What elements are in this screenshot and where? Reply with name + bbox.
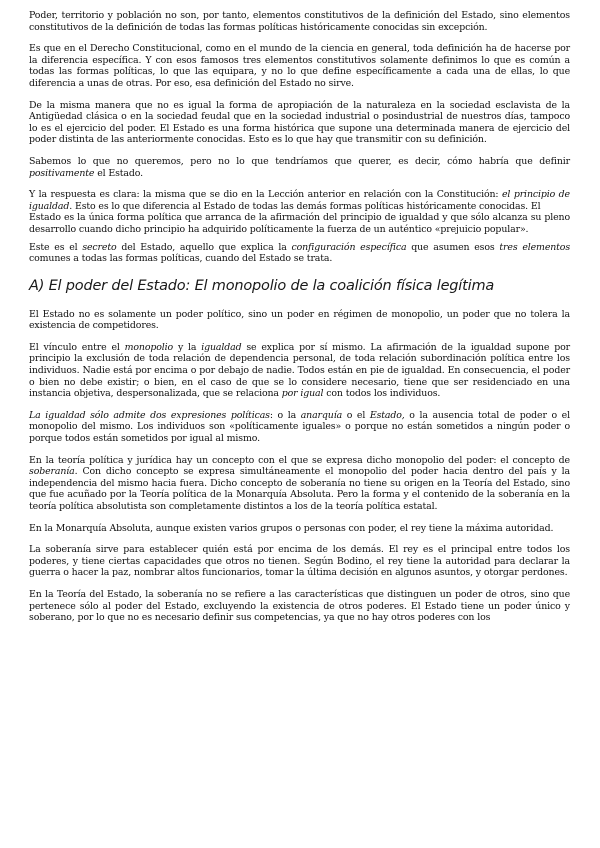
text-run: se explica por sí mismo. La afirmación de la igualdad supone por principio la exclusión de toda relación de dependencia personal, de toda relación subordinación política entre los individuos. Nadie está por encima o por debajo de nadie. Todos están en pie de igualdad. En consecuencia, el poder o bien no debe existir; o bien, en el caso de que se lo considere necesario, tiene que ser residenciado en una instancia objetiva, despersonalizada, que se relaciona [29,341,570,400]
paragraph-sovereignty [29,455,570,513]
section-heading: A) El poder del Estado: El monopolio de la coalición física legítima [29,277,495,294]
text-run: : o la [269,409,301,421]
emphasis-text: igualdad [201,341,242,353]
emphasis-text: anarquía [300,409,343,421]
text-run: o la ausencia total de poder o el monopolio del mismo. Los individuos son «políticamente iguales» o porque no están sometidos a ningún poder o porque todos están sometidos por igual al mismo. [29,409,570,445]
text-run: . Esto es lo que diferencia al Estado de todas las demás formas políticas históricamente conocidas. El [69,200,541,212]
paragraph-absolute-monarchy: En la Monarquía Absoluta, aunque existen varios grupos o personas con poder, el rey tiene la máxima autoridad. [29,522,554,534]
paragraph-elements: Poder, territorio y población no son, por tanto, elementos constitutivos de la definición del Estado, sino elementos constitutivos de la definición de todas las formas políticas históricamente conocidas sin excepción. [29,10,570,33]
emphasis-text: configuración específica [291,241,407,253]
text-run: El vínculo entre el [29,341,125,353]
text-run: Y la respuesta es clara: la misma que se dio en la Lección anterior en relación con la Constitución: [29,189,502,201]
text-run: . Con dicho concepto se expresa simultáneamente el monopolio del poder hacia dentro del país y la independencia del mismo hacia fuera. Dicho concepto de soberanía no tiene su origen en la Teoría del Estado, sino que fue acuñado por la Teoría política de la Monarquía Absoluta. Pero la forma y el contenido de la soberanía en la teoría política absolutista son completamente distintos a los de la teoría política estatal. [29,466,570,512]
emphasis-text: soberanía [29,466,75,478]
text-run: que asumen esos [406,241,500,253]
emphasis-text: el principio de igualdad [29,189,570,212]
text-run: el Estado. [94,167,144,179]
text-run: con todos los individuos. [323,388,441,400]
emphasis-text: por igual [281,388,324,400]
text-run: comunes a todas las formas políticas, cuando del Estado se trata. [29,253,333,265]
paragraph-principle-equality [29,189,570,235]
emphasis-text: monopolio [124,341,174,353]
emphasis-text: positivamente [29,167,95,179]
paragraph-state-theory: En la Teoría del Estado, la soberanía no se refiere a las características que distinguen un poder de otros, sino que pertenece sólo al poder del Estado, excluyendo la existencia de otros poderes. El Estado tiene un poder único y soberano, por lo que no es necesario definir sus competencias, ya que no hay otros poderes con los [29,588,570,624]
text-run: o el [342,409,370,421]
text-run: y la [173,341,202,353]
paragraph-monopoly-equality [29,342,570,400]
emphasis-text: La igualdad sólo admite dos expresiones políticas [29,409,270,421]
text-run: del Estado, aquello que explica la [116,241,292,253]
text-run: Este es el [29,241,83,253]
paragraph-positive-definition [29,156,570,179]
paragraph-monopoly: El Estado no es solamente un poder político, sino un poder en régimen de monopolio, un poder que no tolera la existencia de competidores. [29,308,570,332]
paragraph-historical-form: De la misma manera que no es igual la forma de apropiación de la naturaleza en la sociedad esclavista de la Antigüedad clásica o en la sociedad feudal que en la sociedad industrial o posindustrial de nuestros días, tampoco lo es el ejercicio del poder. El Estado es una forma histórica que supone una determinada manera de ejercicio del poder distinta de las anteriormente conocidas. Esto es lo que hay que transmitir con su definición. [29,99,570,146]
text-run: En la teoría política y jurídica hay un concepto con el que se expresa dicho monopolio del poder: el concepto de [29,454,570,466]
emphasis-text: tres elementos [499,241,571,253]
text-run: Sabemos lo que no queremos, pero no lo que tendríamos que querer, es decir, cómo habría que definir [29,155,570,167]
emphasis-text: secreto [82,241,117,253]
paragraph-specific-difference: Es que en el Derecho Constitucional, como en el mundo de la ciencia en general, toda definición ha de hacerse por la diferencia específica. Y con esos famosos tres elementos constitutivos solamente definimos lo que es común a todas las formas políticas, lo que las equipara, y no lo que define específicamente a cada una de ellas, lo que diferencia a unas de otras. Por eso, esa definición del Estado no sirve. [29,43,570,89]
emphasis-text: Estado, [369,409,405,421]
text-run: Estado es la única forma política que arranca de la afirmación del principio de igualdad y que sólo alcanza su pleno desarrollo cuando dicho principio ha adquirido políticamente la fuerza de un auténtico «prejuicio popular». [29,212,570,235]
paragraph-secret [29,242,570,265]
paragraph-two-expressions [29,410,570,445]
paragraph-bodino: La soberanía sirve para establecer quién está por encima de los demás. El rey es el principal entre todos los poderes, y tiene ciertas capacidades que otros no tienen. Según Bodino, el rey tiene la autoridad para declarar la guerra o hacer la paz, nombrar altos funcionarios, tomar la última decisión en algunos asuntos, y otorgar perdones. [29,544,570,579]
